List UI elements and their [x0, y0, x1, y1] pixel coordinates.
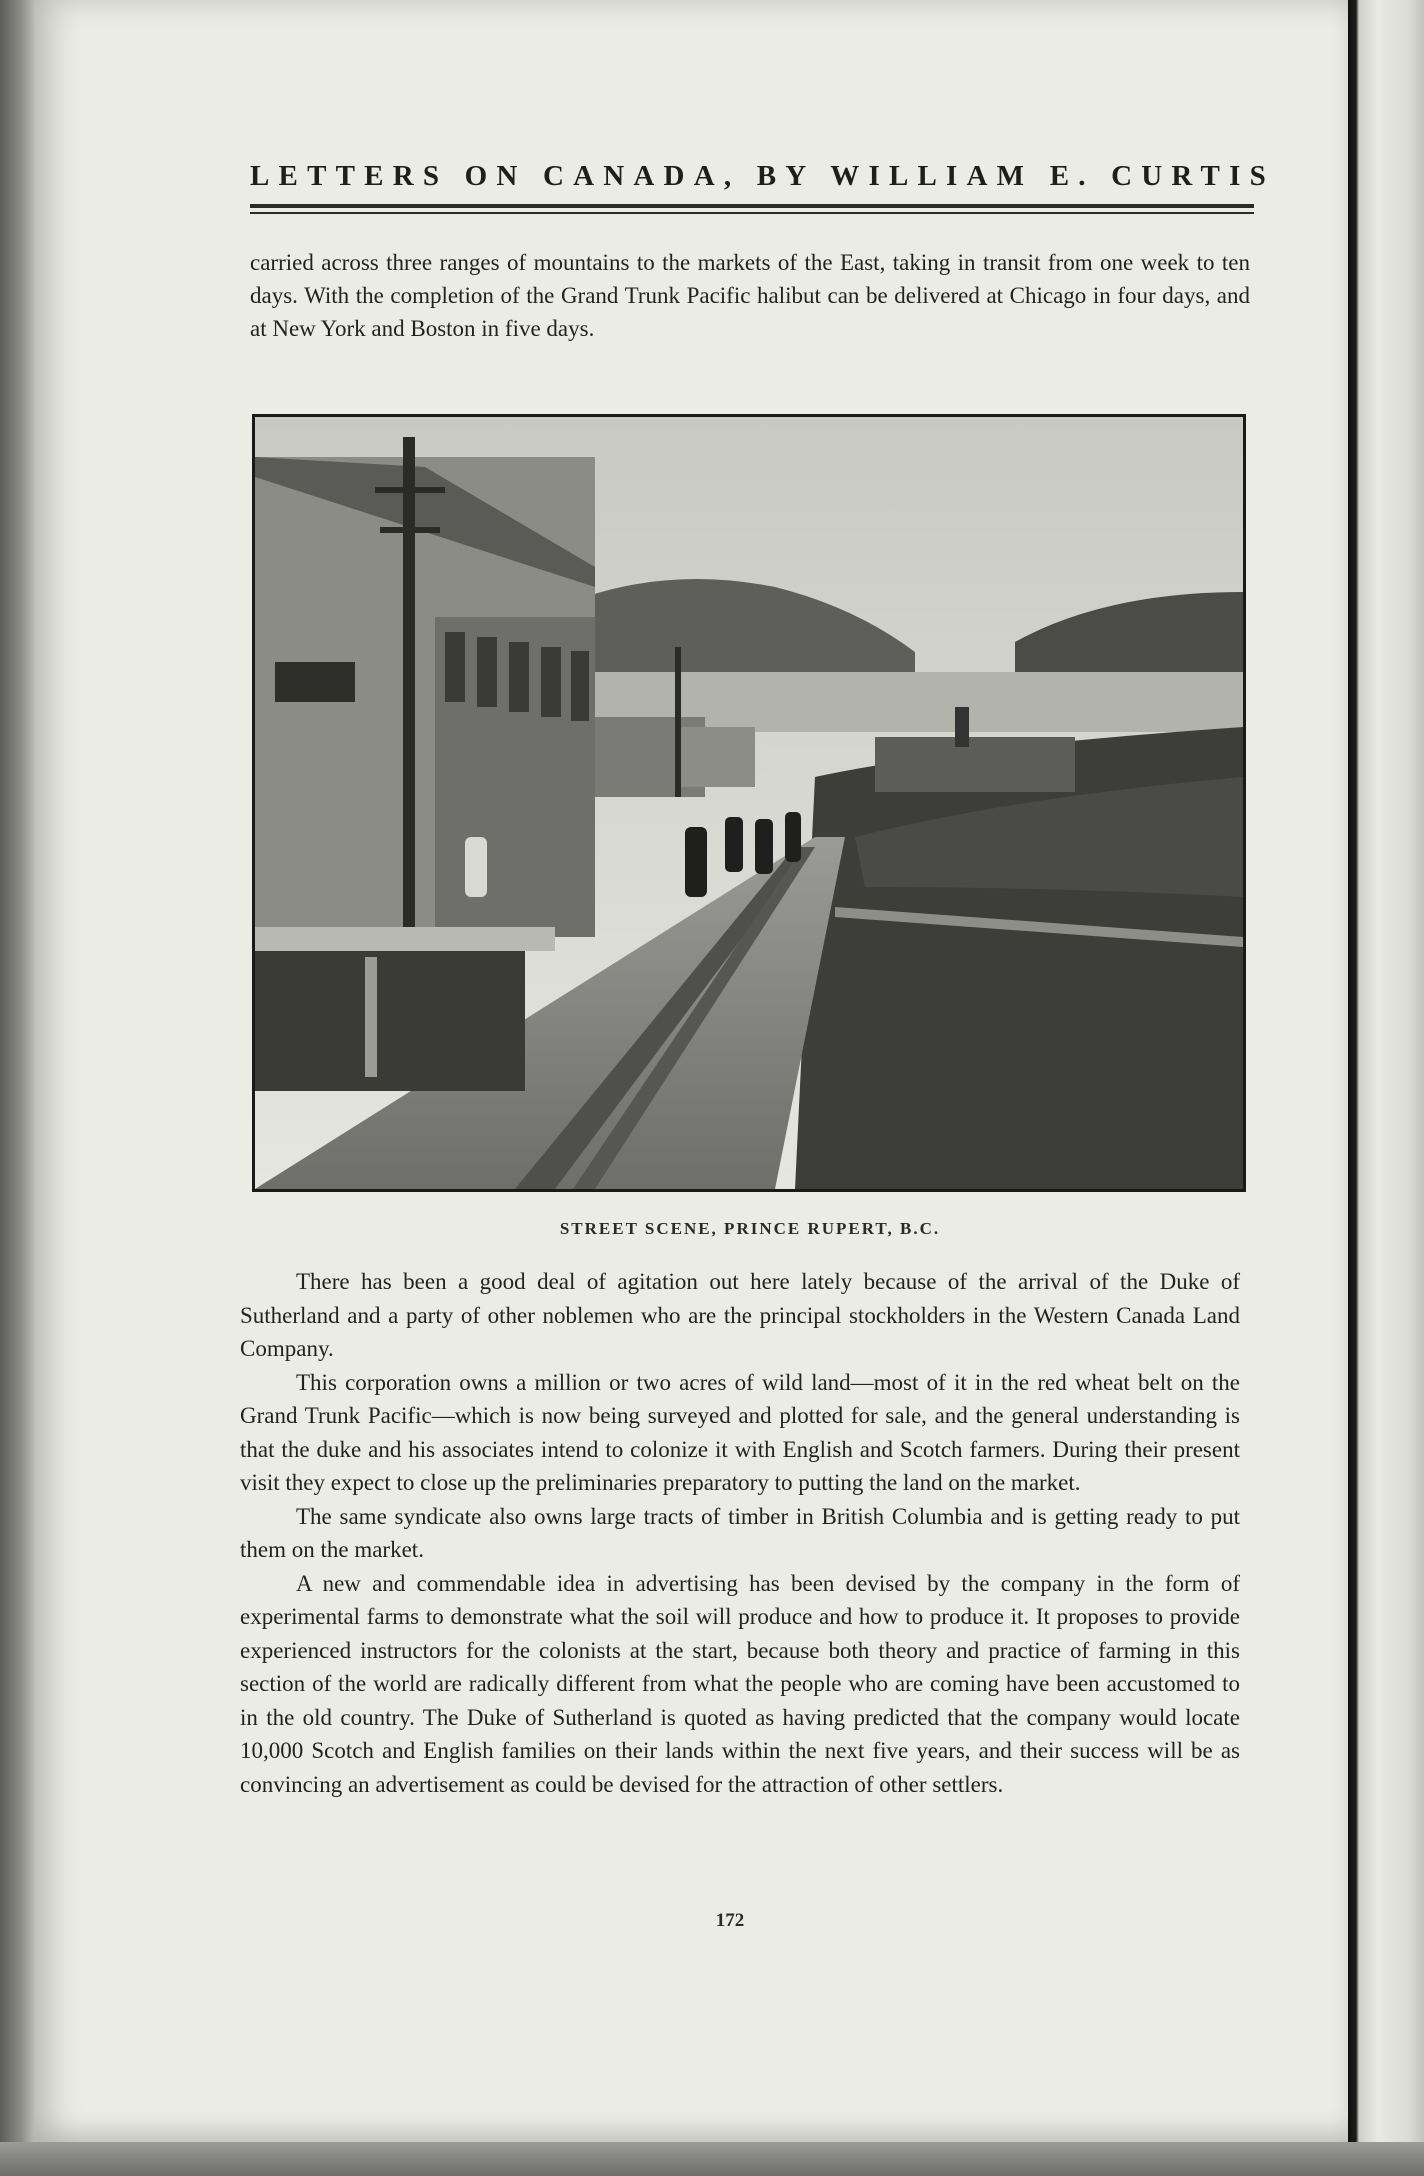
street-scene-photograph: [252, 414, 1246, 1192]
scan-right-edge: [1348, 0, 1424, 2176]
photo-illustration: [255, 417, 1243, 1189]
paragraph: There has been a good deal of agitation out here lately because of the arrival of the Duke of Sutherland and a party of other noblemen who are the principal stockholders in the Western Canada Land Company.: [240, 1269, 1240, 1361]
scan-bottom-edge: [0, 2142, 1424, 2176]
running-head: LETTERS ON CANADA, BY WILLIAM E. CURTIS: [250, 160, 1275, 192]
header-rule-thin: [250, 212, 1254, 214]
paragraph: The same syndicate also owns large tracts of timber in British Columbia and is getting ready to put them on the market.: [240, 1503, 1240, 1562]
page-number: 172: [715, 1910, 745, 1931]
paragraph: This corporation owns a million or two acres of wild land—most of it in the red wheat belt on the Grand Trunk Pacific—which is now being surveyed and plotted for sale, and the general understanding is that the duke and his associates intend to colonize it with English and Scotch farmers. During their present visit they expect to close up the preliminaries preparatory to putting the land on the market.: [240, 1369, 1240, 1495]
scan-left-edge: [0, 0, 34, 2176]
paragraph: A new and commendable idea in advertising has been devised by the company in the form of experimental farms to demonstrate what the soil will produce and how to produce it. It proposes to provide experienced instructors for the colonists at the start, because both theory and practice of farming in this section of the world are radically different from what the people who are coming have been accustomed to in the old country. The Duke of Sutherland is quoted as having predicted that the company would locate 10,000 Scotch and English families on their lands within the next five years, and their success will be as convincing an advertisement as could be devised for the attraction of other settlers.: [240, 1570, 1240, 1797]
figure-caption: STREET SCENE, PRINCE RUPERT, B.C.: [559, 1219, 941, 1238]
opening-paragraph: carried across three ranges of mountains to the markets of the East, taking in transit from one week to ten days. With the completion of the Grand Trunk Pacific halibut can be delivered at Chicago in four days, and at New York and Boston in five days.: [250, 250, 1250, 341]
header-rule-thick: [250, 204, 1254, 208]
body-text: [240, 1265, 1240, 1801]
